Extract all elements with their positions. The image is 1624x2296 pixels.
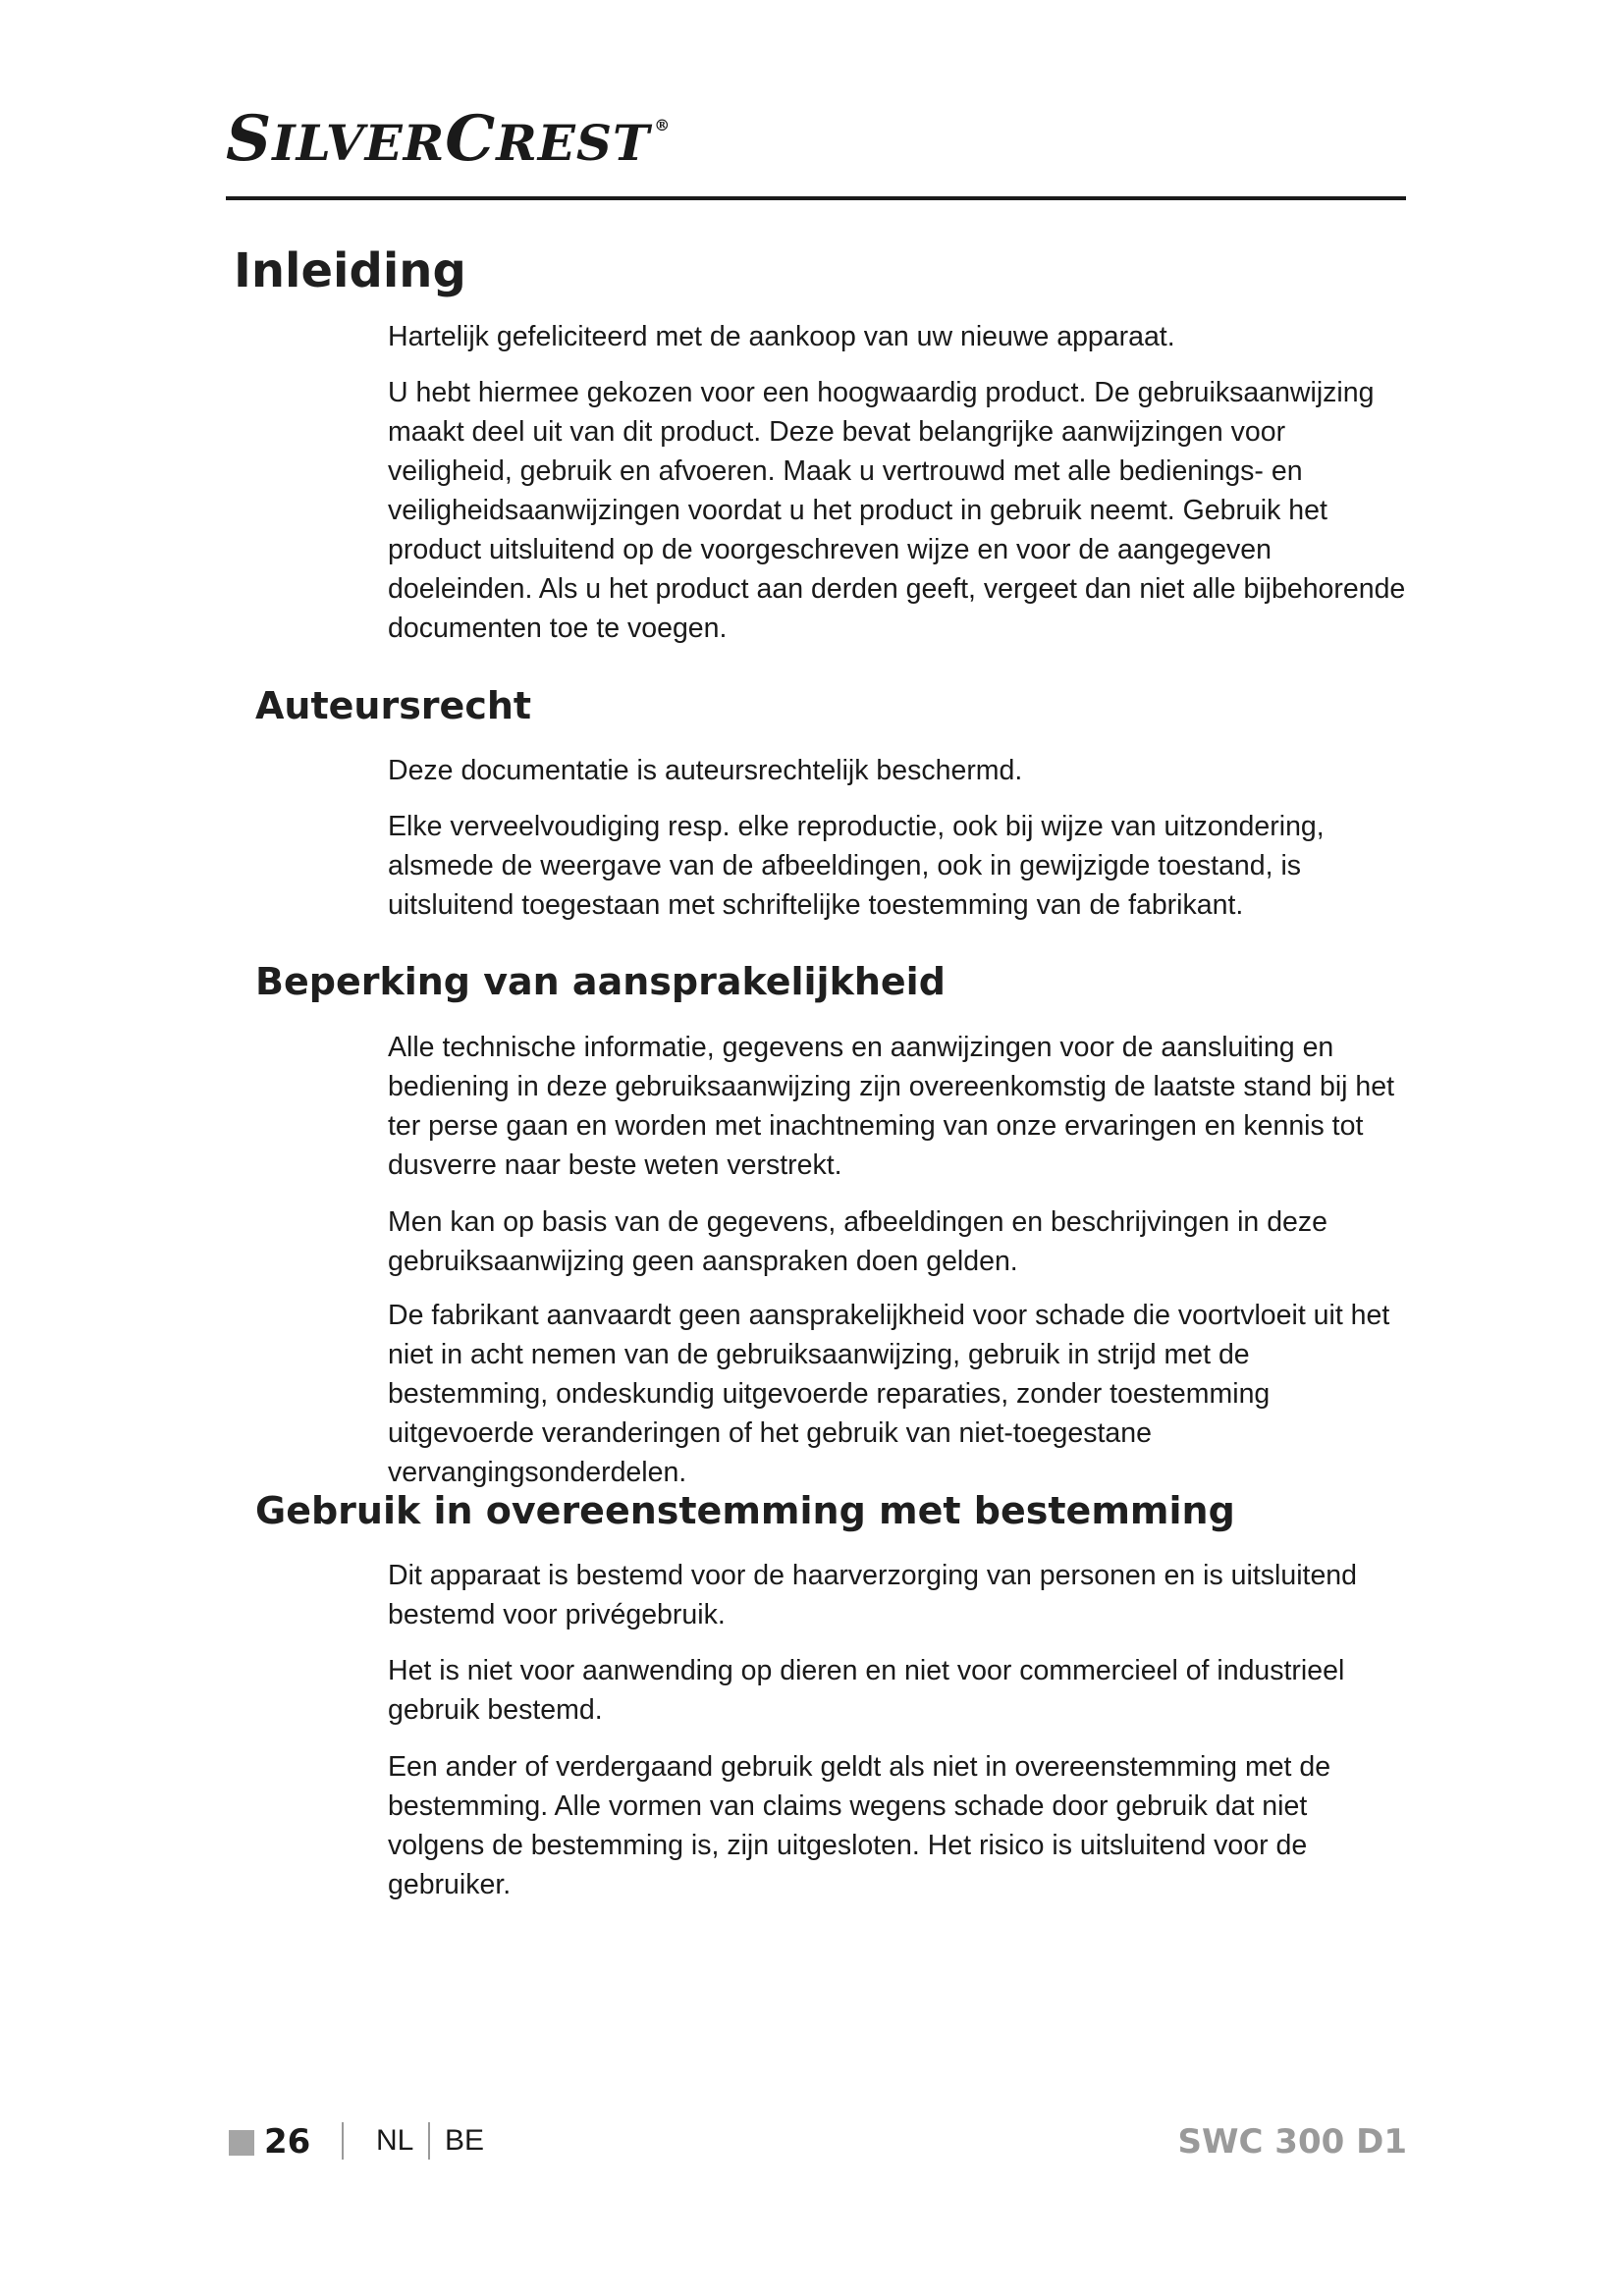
section-heading-inleiding: Inleiding — [234, 243, 466, 298]
silvercrest-logo: SILVERCREST ® — [226, 102, 672, 176]
paragraph: Alle technische informatie, gegevens en aanwijzingen voor de aansluiting en bediening in deze gebruiksaanwijzing zijn overeenkomstig de laatste stand bij het ter perse gaan en worden met inachtneming van onze ervaringen en kennis tot dusverre naar beste weten verstrekt. — [388, 1032, 1395, 1181]
section-heading-auteursrecht: Auteursrecht — [255, 684, 532, 727]
footer-square-icon — [229, 2130, 254, 2156]
footer-divider — [342, 2122, 344, 2160]
paragraph: Men kan op basis van de gegevens, afbeeldingen en beschrijvingen in deze gebruiksaanwijzing geen aanspraken doen gelden. — [388, 1206, 1328, 1277]
paragraph: Deze documentatie is auteursrechtelijk beschermd. — [388, 755, 1023, 786]
paragraph: Dit apparaat is bestemd voor de haarverzorging van personen en is uitsluitend bestemd voor privégebruik. — [388, 1560, 1357, 1630]
header-rule — [226, 196, 1406, 200]
paragraph: Een ander of verdergaand gebruik geldt als niet in overeenstemming met de bestemming. Alle vormen van claims wegens schade door gebruik dat niet volgens de bestemming is, zijn uitgesloten. Het risico is uitsluitend voor de gebruiker. — [388, 1751, 1331, 1900]
footer-divider — [428, 2122, 430, 2160]
section-heading-gebruik: Gebruik in overeenstemming met bestemming — [255, 1489, 1235, 1532]
footer-language-be: BE — [445, 2124, 485, 2157]
page-number: 26 — [264, 2122, 311, 2162]
paragraph: Elke verveelvoudiging resp. elke reproductie, ook bij wijze van uitzondering, alsmede de weergave van de afbeeldingen, ook in gewijzigde toestand, is uitsluitend toegestaan met schriftelijke toestemming van de fabrikant. — [388, 811, 1325, 921]
paragraph: Het is niet voor aanwending op dieren en niet voor commercieel of industrieel gebruik bestemd. — [388, 1655, 1345, 1726]
section-heading-beperking: Beperking van aansprakelijkheid — [255, 960, 946, 1003]
footer-language-nl: NL — [376, 2124, 414, 2157]
paragraph: De fabrikant aanvaardt geen aansprakelijkheid voor schade die voortvloeit uit het niet in acht nemen van de gebruiksaanwijzing, gebruik in strijd met de bestemming, ondeskundig uitgevoerde reparaties, zonder toestemming uitgevoerde veranderingen of het gebruik van niet-toegestane vervangingsonderdelen. — [388, 1300, 1390, 1488]
page-footer — [229, 2120, 1407, 2165]
paragraph: Hartelijk gefeliciteerd met de aankoop van uw nieuwe apparaat. — [388, 321, 1175, 352]
paragraph: U hebt hiermee gekozen voor een hoogwaardig product. De gebruiksaanwijzing maakt deel uit van dit product. Deze bevat belangrijke aanwijzingen voor veiligheid, gebruik en afvoeren. Maak u vertrouwd met alle bedienings- en veiligheidsaanwijzingen voordat u het product in gebruik neemt. Gebruik het product uitsluitend op de voorgeschreven wijze en voor de aangegeven doeleinden. Als u het product aan derden geeft, vergeet dan niet alle bijbehorende documenten toe te voegen. — [388, 377, 1406, 644]
model-number: SWC 300 D1 — [1177, 2122, 1407, 2162]
